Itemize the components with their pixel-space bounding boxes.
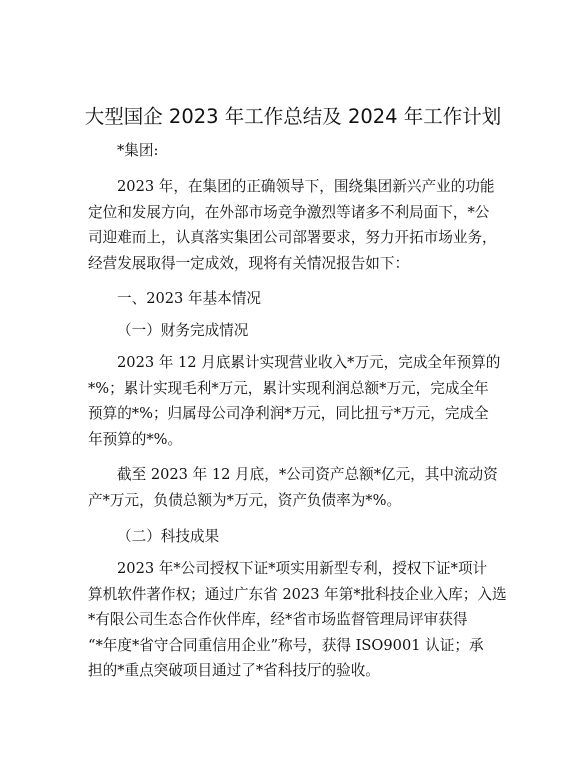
paragraph-line: 司迎难而上，认真落实集团公司部署要求，努力开拓市场业务，	[88, 229, 497, 247]
paragraph-line: 经营发展取得一定成效，现将有关情况报告如下：	[88, 254, 410, 272]
paragraph-line: 担的*重点突破项目通过了*省科技厅的验收。	[88, 662, 380, 680]
paragraph-line: 2023 年*公司授权下证*项实用新型专利，授权下证*项计	[117, 560, 488, 577]
salutation-text: *集团:	[117, 142, 159, 159]
paragraph-line: 算机软件著作权；通过广东省 2023 年第*批科技企业入库；入选	[88, 585, 507, 603]
paragraph-assets	[88, 462, 502, 513]
paragraph-line: 截至 2023 年 12 月底，*公司资产总额*亿元，其中流动资	[117, 466, 498, 483]
paragraph-line: *有限公司生态合作伙伴库，经*省市场监督管理局评审获得	[88, 611, 468, 629]
subsection-heading-finance	[117, 318, 531, 344]
paragraph-line: 预算的*%；归属母公司净利润*万元，同比扭亏*万元，完成全	[88, 405, 489, 423]
paragraph-line: 定位和发展方向，在外部市场竞争激烈等诸多不利局面下，*公	[88, 203, 490, 221]
paragraph-line: “*年度*省守合同重信用企业”称号，获得 ISO9001 认证；承	[88, 636, 484, 654]
heading-text: （一）财务完成情况	[117, 322, 249, 339]
paragraph-intro	[88, 174, 502, 276]
heading-text: （二）科技成果	[117, 528, 220, 545]
paragraph-line: 年预算的*%。	[88, 430, 183, 448]
paragraph-finance	[88, 350, 502, 452]
paragraph-line: 2023 年，在集团的正确领导下，围绕集团新兴产业的功能	[117, 178, 495, 195]
document-title: 大型国企 2023 年工作总结及 2024 年工作计划	[84, 105, 502, 128]
heading-text: 一、2023 年基本情况	[117, 290, 261, 307]
salutation	[117, 138, 531, 164]
paragraph-line: *%；累计实现毛利*万元，累计实现利润总额*万元，完成全年	[88, 379, 489, 397]
paragraph-line: 2023 年 12 月底累计实现营业收入*万元，完成全年预算的	[117, 354, 501, 371]
paragraph-line: 产*万元，负债总额为*万元，资产负债率为*%。	[88, 491, 402, 509]
paragraph-tech-achievements	[88, 556, 507, 684]
subsection-heading-tech	[117, 524, 531, 550]
section-heading-basic-situation	[117, 286, 531, 312]
